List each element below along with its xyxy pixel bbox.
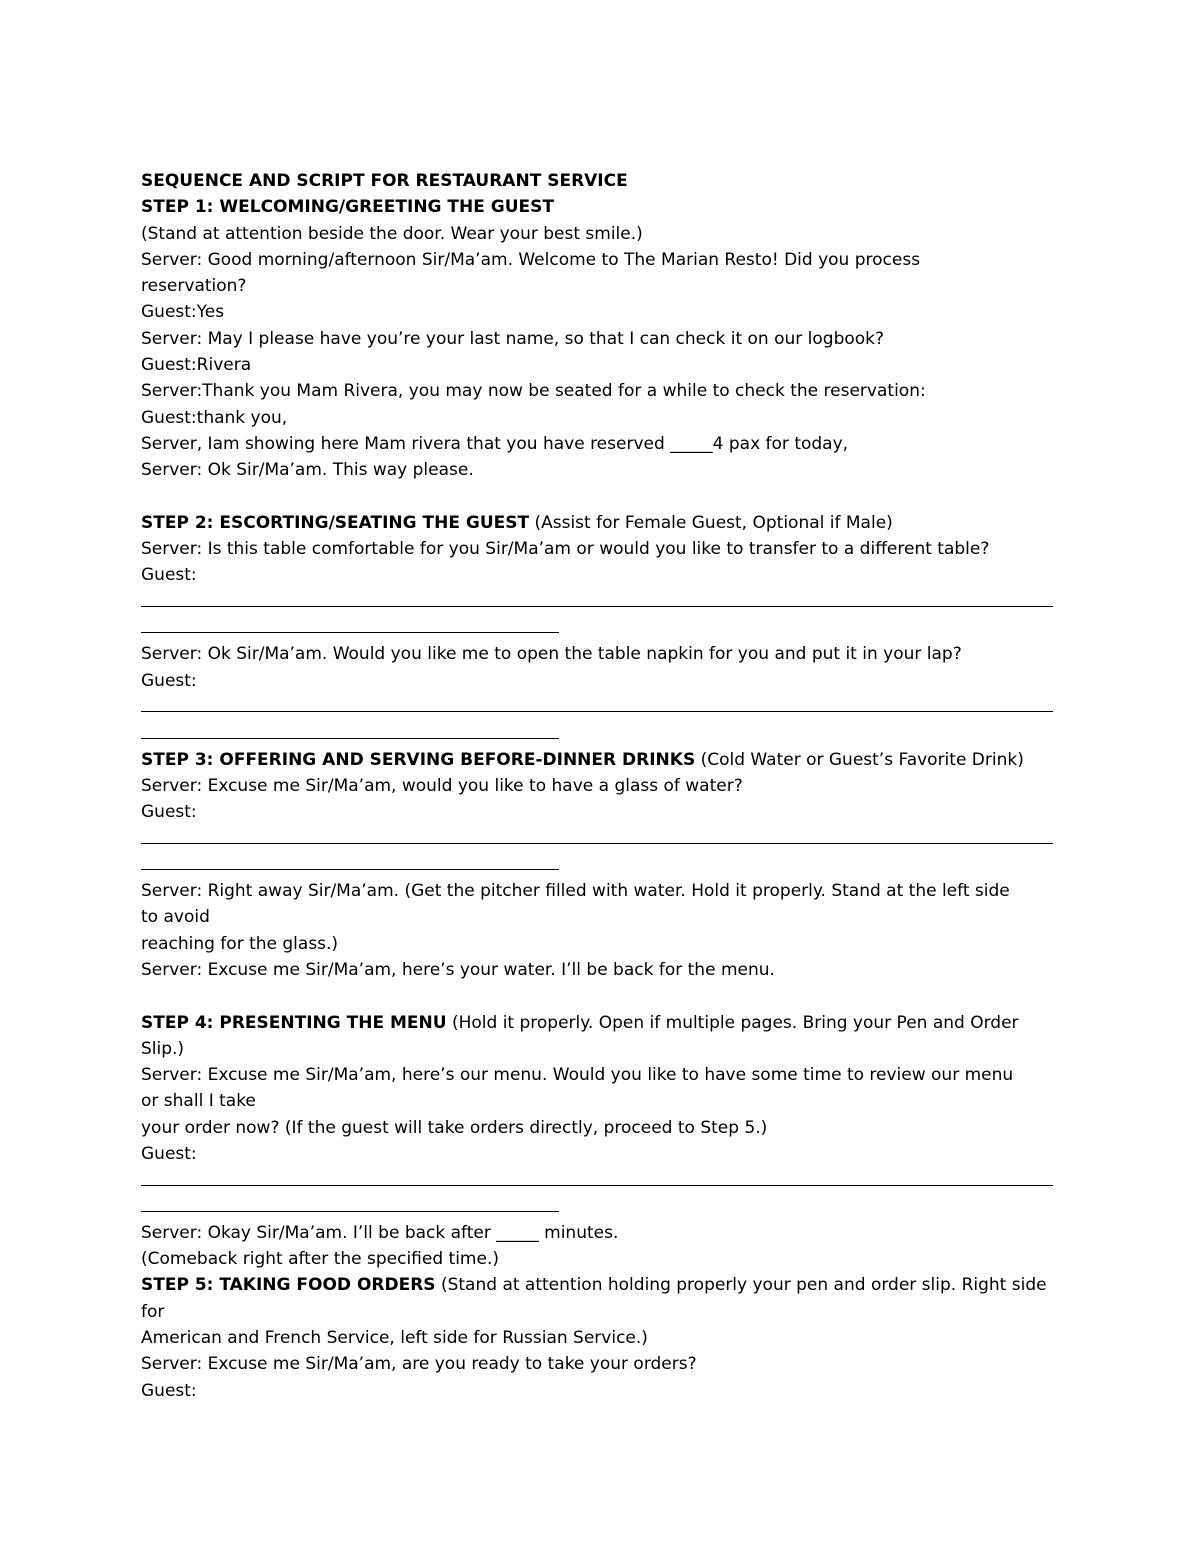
document-page <box>141 168 1061 1404</box>
step2-heading-line <box>141 510 1061 536</box>
step4-note: (Hold it properly. Open if multiple pages. Bring your Pen and Order <box>446 1012 1019 1033</box>
step4-line: (Comeback right after the specified time.) <box>141 1249 499 1270</box>
answer-blank-line[interactable] <box>141 720 1061 746</box>
step3-line: Server: Right away Sir/Ma’am. (Get the pitcher filled with water. Hold it properly. Stand at the left side <box>141 881 1010 902</box>
step1-line: (Stand at attention beside the door. Wear your best smile.) <box>141 223 643 244</box>
step1-line: Server: Ok Sir/Ma’am. This way please. <box>141 460 474 481</box>
step3-line: Server: Excuse me Sir/Ma’am, here’s your water. I’ll be back for the menu. <box>141 959 775 980</box>
step5-note: (Stand at attention holding properly your pen and order slip. Right side <box>435 1275 1047 1296</box>
document-title: SEQUENCE AND SCRIPT FOR RESTAURANT SERVICE <box>141 171 628 191</box>
step3-heading-line <box>141 747 1061 773</box>
step5-line: Server: Excuse me Sir/Ma’am, are you ready to take your orders? <box>141 1354 697 1375</box>
step3-line: Server: Excuse me Sir/Ma’am, would you like to have a glass of water? <box>141 775 743 796</box>
step3-heading: STEP 3: OFFERING AND SERVING BEFORE-DINNER DRINKS <box>141 749 696 770</box>
guest-label: Guest: <box>141 565 197 586</box>
guest-label: Guest: <box>141 670 197 691</box>
step4-heading-line <box>141 1010 1061 1036</box>
step1-line: Guest:Rivera <box>141 355 252 376</box>
step5-heading-line <box>141 1272 1061 1298</box>
step1-line: Server: May I please have you’re your last name, so that I can check it on our logbook? <box>141 328 885 349</box>
guest-label: Guest: <box>141 1143 197 1164</box>
step2-note: (Assist for Female Guest, Optional if Male) <box>529 512 893 533</box>
step1-line: Server: Good morning/afternoon Sir/Ma’am. Welcome to The Marian Resto! Did you process <box>141 249 921 270</box>
answer-blank-line[interactable] <box>141 615 1061 641</box>
step1-line: reservation? <box>141 276 247 297</box>
step3-line: to avoid <box>141 907 210 928</box>
step4-line: Server: Okay Sir/Ma’am. I’ll be back after _____ minutes. <box>141 1222 619 1243</box>
step1-line: Server:Thank you Mam Rivera, you may now be seated for a while to check the reservation: <box>141 381 926 402</box>
step1-line: Guest:Yes <box>141 302 225 323</box>
step4-heading: STEP 4: PRESENTING THE MENU <box>141 1012 447 1033</box>
blank-line <box>141 983 1061 1009</box>
guest-label: Guest: <box>141 1380 197 1401</box>
answer-blank-line[interactable] <box>141 852 1061 878</box>
step5-heading: STEP 5: TAKING FOOD ORDERS <box>141 1275 436 1296</box>
step2-line: Server: Is this table comfortable for you Sir/Ma’am or would you like to transfer to a different table? <box>141 539 990 560</box>
step1-heading: STEP 1: WELCOMING/GREETING THE GUEST <box>141 197 554 218</box>
step1-line: Server, Iam showing here Mam rivera that you have reserved _____4 pax for today, <box>141 433 849 454</box>
step2-line: Server: Ok Sir/Ma’am. Would you like me to open the table napkin for you and put it in your lap? <box>141 644 962 665</box>
step2-heading: STEP 2: ESCORTING/SEATING THE GUEST <box>141 512 530 533</box>
answer-blank-line[interactable] <box>141 589 1061 615</box>
answer-blank-line[interactable] <box>141 1194 1061 1220</box>
step4-line: Slip.) <box>141 1038 185 1059</box>
answer-blank-line[interactable] <box>141 1167 1061 1193</box>
guest-label: Guest: <box>141 802 197 823</box>
step3-note: (Cold Water or Guest’s Favorite Drink) <box>695 749 1024 770</box>
step5-line: for <box>141 1301 165 1322</box>
blank-line <box>141 484 1061 510</box>
step4-line: or shall I take <box>141 1091 256 1112</box>
answer-blank-line[interactable] <box>141 694 1061 720</box>
step4-line: your order now? (If the guest will take orders directly, proceed to Step 5.) <box>141 1117 768 1138</box>
step1-line: Guest:thank you, <box>141 407 288 428</box>
step5-line: American and French Service, left side for Russian Service.) <box>141 1328 648 1349</box>
answer-blank-line[interactable] <box>141 825 1061 851</box>
step3-line: reaching for the glass.) <box>141 933 339 954</box>
step4-line: Server: Excuse me Sir/Ma’am, here’s our menu. Would you like to have some time to review our menu <box>141 1065 1014 1086</box>
